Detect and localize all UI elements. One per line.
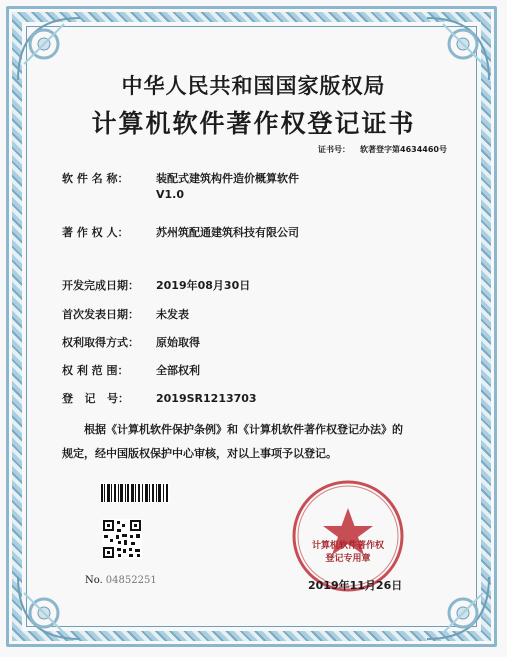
corner-ornament-icon <box>423 573 493 643</box>
field-label: 著 作 权 人： <box>62 226 129 239</box>
field-value: 2019SR1213703 <box>156 392 257 405</box>
field-value: 未发表 <box>156 308 189 321</box>
certificate-number-label: 证书号： <box>318 145 351 154</box>
field-label: 权 利 范 围： <box>62 364 129 377</box>
serial-prefix: No. <box>85 575 103 586</box>
certificate-title: 计算机软件著作权登记证书 <box>91 109 416 138</box>
qr-code-icon <box>102 519 142 559</box>
field-label: 软 件 名 称： <box>62 172 129 185</box>
field-acquisition-method <box>62 334 200 350</box>
statement-line-1: 根据《计算机软件保护条例》和《计算机软件著作权登记办法》的 <box>84 423 403 436</box>
field-value: 原始取得 <box>156 336 200 349</box>
field-value: 苏州筑配通建筑科技有限公司 <box>156 226 299 239</box>
statement-line-2: 规定，经中国版权保护中心审核，对以上事项予以登记。 <box>62 447 337 460</box>
issuer-title: 中华人民共和国国家版权局 <box>121 74 386 98</box>
seal-text-line-1: 计算机软件著作权 <box>311 541 384 551</box>
certificate-number-value: 软著登字第4634460号 <box>360 145 447 154</box>
certificate-number <box>314 144 447 155</box>
registration-statement <box>62 418 454 466</box>
field-software-name <box>62 170 299 201</box>
field-value-version: V1.0 <box>156 188 184 201</box>
serial-value: 04852251 <box>105 575 157 586</box>
field-value: 2019年08月30日 <box>156 279 251 292</box>
corner-ornament-icon <box>14 573 84 643</box>
field-first-publication <box>62 306 189 322</box>
field-value: 全部权利 <box>156 364 200 377</box>
field-registration-number <box>62 390 257 406</box>
field-completion-date <box>62 277 250 293</box>
field-label: 登 记 号： <box>62 392 129 405</box>
field-label: 开发完成日期： <box>62 279 139 292</box>
barcode-icon <box>100 483 170 503</box>
field-copyright-holder <box>62 224 299 240</box>
field-label: 首次发表日期： <box>62 308 139 321</box>
seal-text-line-2: 登记专用章 <box>325 554 371 564</box>
issue-date: 2019年11月26日 <box>308 579 403 592</box>
field-label: 权利取得方式： <box>62 336 139 349</box>
field-value: 装配式建筑构件造价概算软件 <box>156 172 299 185</box>
field-rights-scope <box>62 362 200 378</box>
serial-number <box>85 575 157 586</box>
